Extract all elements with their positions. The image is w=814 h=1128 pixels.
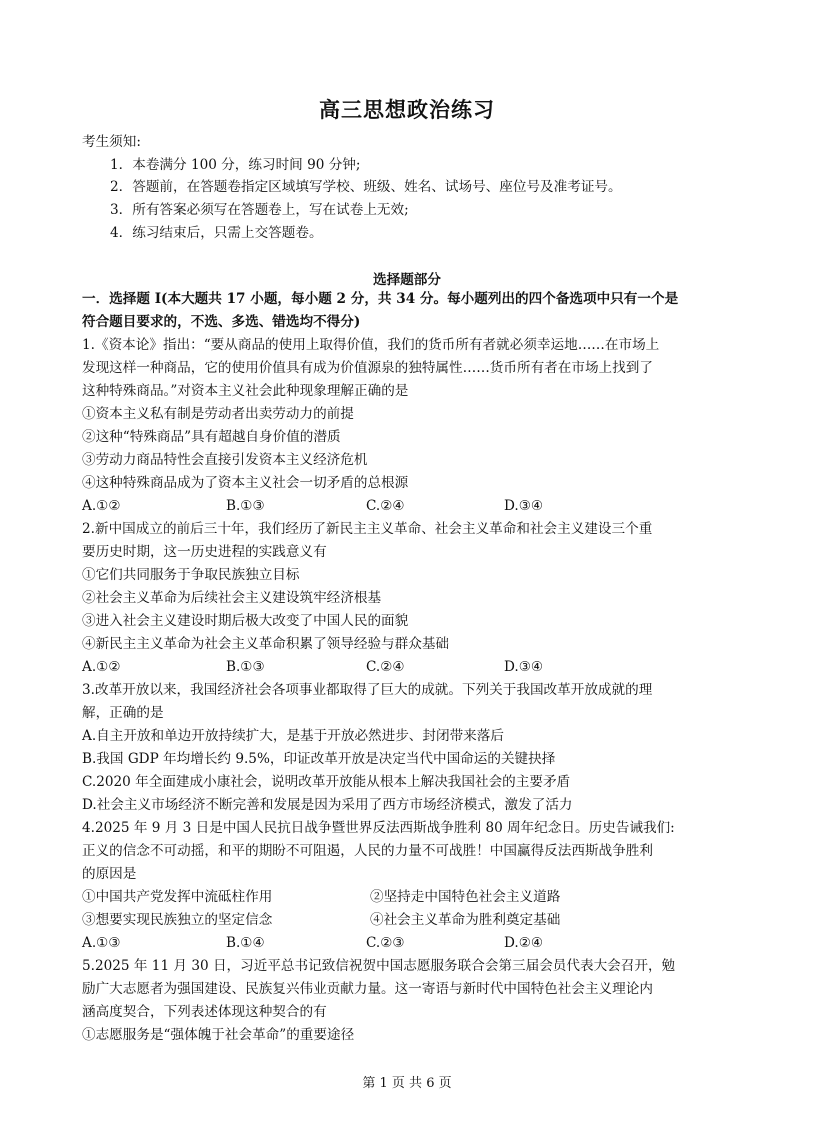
option-d: D.②④ xyxy=(504,935,544,951)
part-header: 一．选择题 I(本大题共 17 小题，每小题 2 分，共 34 分。每小题列出的四个备选项中只有一个是 xyxy=(82,291,679,307)
question-stem: 2.新中国成立的前后三十年，我们经历了新民主主义革命、社会主义革命和社会主义建设三个重 xyxy=(82,521,653,537)
statement-item: ③进入社会主义建设时期后极大改变了中国人民的面貌 xyxy=(82,613,409,629)
question-stem: 5.2025 年 11 月 30 日，习近平总书记致信祝贺中国志愿服务联合会第三届会员代表大会召开，勉 xyxy=(82,958,676,974)
option-a: A.①② xyxy=(82,659,121,675)
answer-options xyxy=(82,495,742,517)
option-c: C.②④ xyxy=(366,498,405,514)
question-stem: 4.2025 年 9 月 3 日是中国人民抗日战争暨世界反法西斯战争胜利 80 周年纪念日。历史告诫我们: xyxy=(82,820,675,836)
answer-option: B.我国 GDP 年均增长约 9.5%，印证改革开放是决定当代中国命运的关键抉择 xyxy=(82,751,556,767)
notice-heading: 考生须知: xyxy=(82,134,141,150)
option-d: D.③④ xyxy=(504,498,544,514)
option-b: B.①③ xyxy=(226,659,265,675)
statement-row xyxy=(82,909,742,931)
option-a: A.①③ xyxy=(82,935,121,951)
statement-item: ④社会主义革命为胜利奠定基础 xyxy=(370,912,561,928)
statement-item: ②这种“特殊商品”具有超越自身价值的潜质 xyxy=(82,429,341,445)
question-stem: 正义的信念不可动摇，和平的期盼不可阻遏，人民的力量不可战胜！中国赢得反法西斯战争胜利 xyxy=(82,843,653,859)
statement-item: ①志愿服务是“强体魄于社会革命”的重要途径 xyxy=(82,1027,355,1043)
answer-option: D.社会主义市场经济不断完善和发展是因为采用了西方市场经济模式，激发了活力 xyxy=(82,797,573,813)
part-header: 符合题目要求的，不选、多选、错选均不得分) xyxy=(82,314,361,330)
question-stem: 涵高度契合，下列表述体现这种契合的有 xyxy=(82,1004,327,1020)
statement-item: ③劳动力商品特性会直接引发资本主义经济危机 xyxy=(82,452,368,468)
statement-item: ④这种特殊商品成为了资本主义社会一切矛盾的总根源 xyxy=(82,475,409,491)
question-stem: 的原因是 xyxy=(82,866,137,882)
option-d: D.③④ xyxy=(504,659,544,675)
page-title: 高三思想政治练习 xyxy=(319,98,495,122)
statement-item: ①资本主义私有制是劳动者出卖劳动力的前提 xyxy=(82,406,354,422)
question-stem: 3.改革开放以来，我国经济社会各项事业都取得了巨大的成就。下列关于我国改革开放成就的理 xyxy=(82,682,653,698)
statement-row xyxy=(82,886,742,908)
page-footer: 第 1 页 共 6 页 xyxy=(362,1076,452,1091)
answer-options xyxy=(82,932,742,954)
notice-item: 1．本卷满分 100 分，练习时间 90 分钟; xyxy=(110,157,361,173)
answer-option: C.2020 年全面建成小康社会，说明改革开放能从根本上解决我国社会的主要矛盾 xyxy=(82,774,571,790)
answer-option: A.自主开放和单边开放持续扩大，是基于开放必然进步、封闭带来落后 xyxy=(82,728,504,744)
question-stem: 要历史时期，这一历史进程的实践意义有 xyxy=(82,544,327,560)
notice-item: 2．答题前，在答题卷指定区域填写学校、班级、姓名、试场号、座位号及准考证号。 xyxy=(110,179,622,195)
question-stem: 励广大志愿者为强国建设、民族复兴伟业贡献力量。这一寄语与新时代中国特色社会主义理论内 xyxy=(82,981,653,997)
question-stem: 发现这样一种商品，它的使用价值具有成为价值源泉的独特属性……货币所有者在市场上找到了 xyxy=(82,360,653,376)
section-title: 选择题部分 xyxy=(373,272,441,288)
statement-item: ④新民主主义革命为社会主义革命积累了领导经验与群众基础 xyxy=(82,636,450,652)
option-b: B.①④ xyxy=(226,935,265,951)
statement-item: ①它们共同服务于争取民族独立目标 xyxy=(82,567,300,583)
question-stem: 这种特殊商品。”对资本主义社会此种现象理解正确的是 xyxy=(82,383,409,399)
option-c: C.②④ xyxy=(366,659,405,675)
question-stem: 解，正确的是 xyxy=(82,705,164,721)
option-a: A.①② xyxy=(82,498,121,514)
notice-item: 3．所有答案必须写在答题卷上，写在试卷上无效; xyxy=(110,202,409,218)
statement-item: ①中国共产党发挥中流砥柱作用 xyxy=(82,889,273,905)
statement-item: ②社会主义革命为后续社会主义建设筑牢经济根基 xyxy=(82,590,382,606)
statement-item: ③想要实现民族独立的坚定信念 xyxy=(82,912,273,928)
notice-item: 4．练习结束后，只需上交答题卷。 xyxy=(110,225,323,241)
question-stem: 1.《资本论》指出：“要从商品的使用上取得价值，我们的货币所有者就必须幸运地……在市场上 xyxy=(82,337,660,353)
answer-options xyxy=(82,656,742,678)
statement-item: ②坚持走中国特色社会主义道路 xyxy=(370,889,561,905)
option-c: C.②③ xyxy=(366,935,405,951)
option-b: B.①③ xyxy=(226,498,265,514)
